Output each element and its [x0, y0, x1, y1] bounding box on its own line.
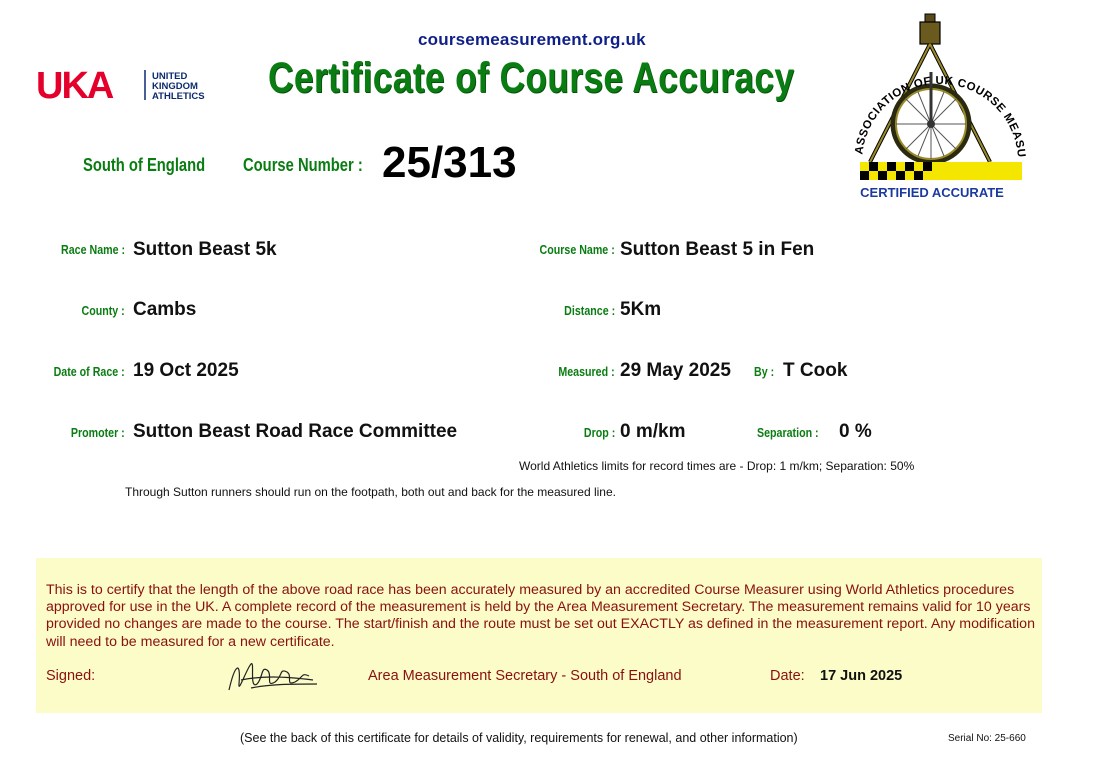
- separation-value: 0 %: [839, 421, 872, 442]
- region-label: South of England: [83, 155, 206, 175]
- measured-label: Measured :: [558, 364, 615, 379]
- race-name-value: Sutton Beast 5k: [133, 239, 277, 260]
- promoter-value: Sutton Beast Road Race Committee: [133, 421, 458, 442]
- course-name-label: Course Name :: [539, 242, 615, 257]
- uka-mark: UKA: [36, 66, 113, 104]
- separation-label: Separation :: [757, 425, 819, 440]
- date-of-race-label: Date of Race :: [53, 364, 125, 379]
- county-label: County :: [81, 303, 125, 318]
- world-athletics-limits-note: World Athletics limits for record times are - Drop: 1 m/km; Separation: 50%: [519, 459, 915, 473]
- uka-name-line-2: KINGDOM: [152, 81, 198, 92]
- uka-logo: [36, 66, 211, 109]
- promoter-label: Promoter :: [71, 425, 125, 440]
- signature: [221, 654, 331, 705]
- signed-label: Signed:: [46, 668, 96, 684]
- acm-logo-graphic: [840, 12, 1035, 202]
- signature-graphic: [221, 654, 331, 700]
- uka-name-line-1: UNITED: [152, 71, 188, 82]
- secretary-line: [368, 668, 682, 684]
- measured-value: 29 May 2025: [620, 360, 731, 381]
- by-label: By :: [754, 364, 775, 379]
- acm-badge-text: CERTIFIED ACCURATE: [860, 185, 1004, 200]
- by-value: T Cook: [783, 360, 848, 381]
- race-name-label: Race Name :: [61, 242, 125, 257]
- course-number: 25/313: [382, 138, 517, 187]
- acm-ring-text: ASSOCIATION OF UK COURSE MEASU: [853, 74, 1027, 159]
- certification-panel: [36, 558, 1042, 713]
- checker-bar: [860, 162, 1022, 180]
- course-name-value: Sutton Beast 5 in Fen: [620, 239, 815, 260]
- website-link[interactable]: coursemeasurement.org.uk: [418, 30, 646, 49]
- course-number-label: Course Number :: [243, 155, 363, 175]
- acm-logo: [840, 12, 1035, 207]
- date-label: Date:: [770, 668, 805, 684]
- drop-value: 0 m/km: [620, 421, 686, 442]
- distance-label: Distance :: [564, 303, 615, 318]
- back-of-certificate-note: (See the back of this certificate for details of validity, requirements for renewal, and other information): [240, 731, 798, 745]
- course-note: Through Sutton runners should run on the footpath, both out and back for the measured line.: [125, 485, 616, 499]
- uka-name-line-3: ATHLETICS: [152, 91, 205, 102]
- date-value: 17 Jun 2025: [820, 668, 903, 684]
- secretary-region: South of England: [570, 668, 682, 684]
- certification-text: This is to certify that the length of the above road race has been accurately measured by an accredited Course Measurer using World Athletics procedures approved for use in the UK. A complete record of the measurement is held by the Area Measurement Secretary. The measurement remains valid for 10 years provided no changes are made to the course. The start/finish and the route must be set out EXACTLY as defined in the measurement report. Any modification will need to be measured for a new certificate.: [46, 582, 1035, 650]
- certificate-title: Certificate of Course Accuracy: [268, 54, 795, 102]
- drop-label: Drop :: [583, 425, 615, 440]
- secretary-label: Area Measurement Secretary -: [368, 668, 571, 684]
- uka-logo-graphic: [36, 66, 211, 104]
- county-value: Cambs: [133, 299, 197, 320]
- date-of-race-value: 19 Oct 2025: [133, 360, 239, 381]
- distance-value: 5Km: [620, 299, 662, 320]
- serial-number: Serial No: 25-660: [948, 733, 1026, 744]
